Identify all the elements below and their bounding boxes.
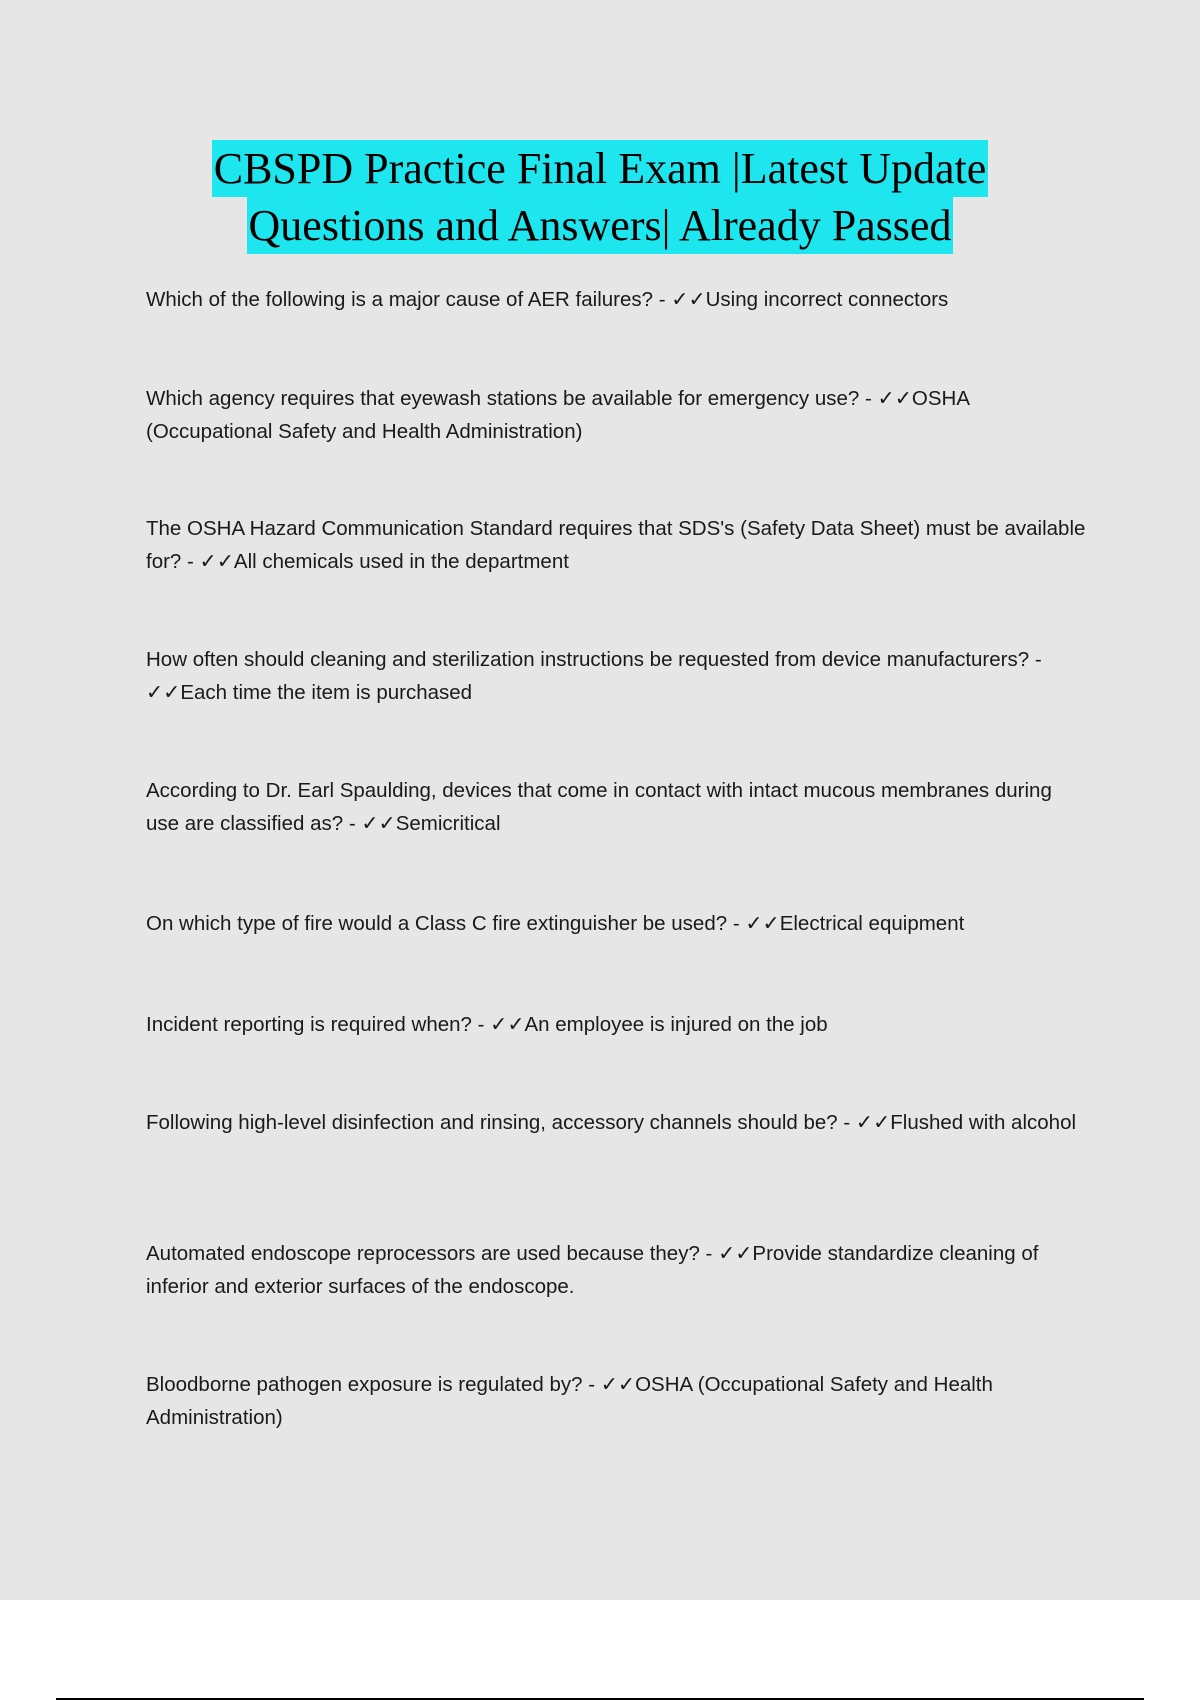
qa-item-10 xyxy=(146,1368,1086,1434)
answer-text: OSHA (Occupational Safety and Health Administration) xyxy=(146,1373,993,1429)
title-line-1: CBSPD Practice Final Exam |Latest Update xyxy=(212,140,989,197)
question-text: Which agency requires that eyewash stations be available for emergency use? - ✓✓ xyxy=(146,387,912,410)
answer-text: All chemicals used in the department xyxy=(233,550,569,573)
answer-text: Semicritical xyxy=(395,812,501,835)
question-text: Bloodborne pathogen exposure is regulated by? - ✓✓ xyxy=(146,1373,636,1396)
qa-item-5 xyxy=(146,774,1086,840)
question-text: Automated endoscope reprocessors are used because they? - ✓✓ xyxy=(146,1242,753,1265)
question-text: How often should cleaning and sterilization instructions be requested from device manufacturers? - ✓✓ xyxy=(146,648,1042,704)
question-text: The OSHA Hazard Communication Standard requires that SDS's (Safety Data Sheet) must be available for? - ✓✓ xyxy=(146,517,1086,573)
qa-item-7 xyxy=(146,1008,1086,1041)
question-text: Following high-level disinfection and rinsing, accessory channels should be? - ✓✓ xyxy=(146,1111,891,1134)
answer-text: Using incorrect connectors xyxy=(705,288,949,311)
question-text: According to Dr. Earl Spaulding, devices that come in contact with intact mucous membranes during use are classified as? - ✓✓ xyxy=(146,779,1052,835)
qa-item-9 xyxy=(146,1237,1086,1303)
qa-item-4 xyxy=(146,643,1086,709)
question-text: Which of the following is a major cause of AER failures? - ✓✓ xyxy=(146,288,706,311)
question-text: On which type of fire would a Class C fire extinguisher be used? - ✓✓ xyxy=(146,912,780,935)
document-title xyxy=(0,140,1200,254)
qa-item-3 xyxy=(146,512,1086,578)
title-line-2: Questions and Answers| Already Passed xyxy=(247,197,954,254)
qa-item-8 xyxy=(146,1106,1086,1139)
question-text: Incident reporting is required when? - ✓✓ xyxy=(146,1013,525,1036)
qa-item-2 xyxy=(146,382,1086,448)
qa-item-6 xyxy=(146,907,1086,940)
answer-text: An employee is injured on the job xyxy=(524,1013,828,1036)
answer-text: Provide standardize cleaning of inferior and exterior surfaces of the endoscope. xyxy=(146,1242,1039,1298)
answer-text: Flushed with alcohol xyxy=(890,1111,1077,1134)
answer-text: OSHA (Occupational Safety and Health Administration) xyxy=(146,387,969,443)
answer-text: Electrical equipment xyxy=(779,912,965,935)
answer-text: Each time the item is purchased xyxy=(180,681,473,704)
qa-item-1 xyxy=(146,283,1086,316)
